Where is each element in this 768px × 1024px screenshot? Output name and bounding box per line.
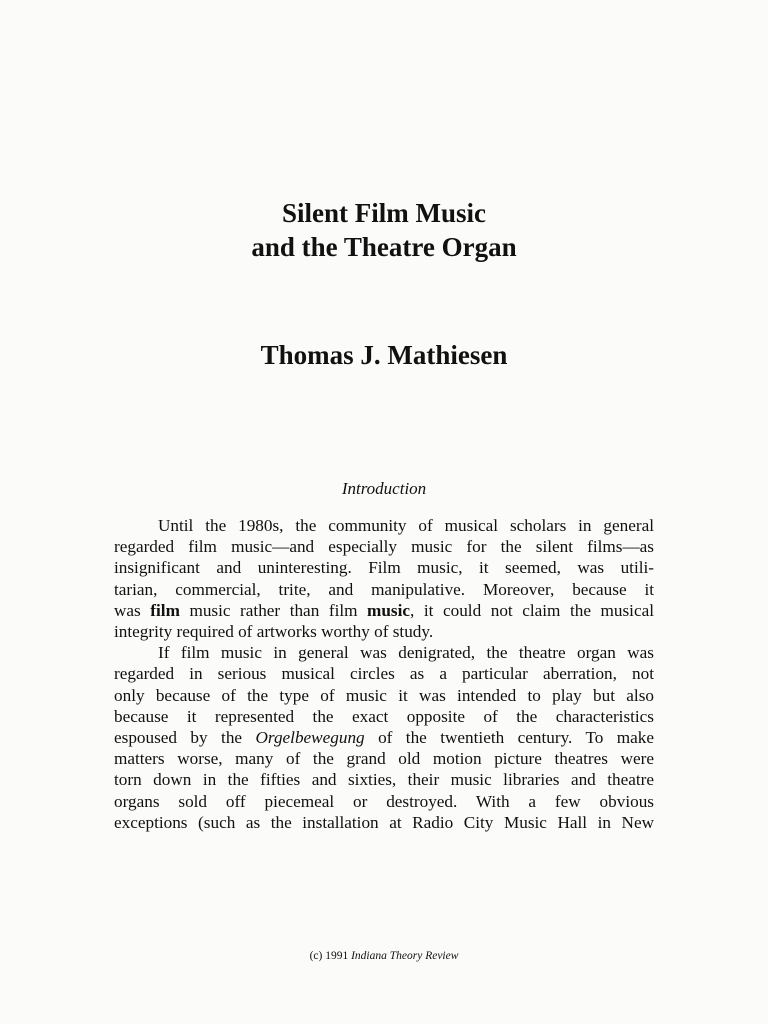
paragraph-2-line-5 [114, 727, 654, 748]
bold-emphasis: film [150, 600, 180, 620]
article-title [0, 196, 768, 264]
text-segment: , it could not claim the musical [410, 600, 654, 620]
text-segment: was [114, 600, 151, 620]
paragraph-1-line-3: insignificant and uninteresting. Film music, it seemed, was utili- [114, 558, 654, 578]
title-line-2: and the Theatre Organ [251, 232, 517, 262]
text-segment: music rather than film [179, 600, 368, 620]
paragraph-2-line-8: organs sold off piecemeal or destroyed. With a few obvious [114, 791, 654, 811]
paragraph-2-line-9: exceptions (such as the installation at Radio City Music Hall in New [114, 812, 654, 832]
paragraph-2-line-7: torn down in the fifties and sixties, their music libraries and theatre [114, 770, 654, 790]
body-text [114, 515, 654, 833]
paragraph-2-line-1: If film music in general was denigrated, the theatre organ was [158, 643, 654, 663]
paragraph-2-line-4: because it represented the exact opposite of the characteristics [114, 706, 654, 726]
italic-term: Orgelbewegung [255, 728, 365, 748]
paragraph-2-line-3: only because of the type of music it was intended to play but also [114, 685, 654, 705]
journal-name: Indiana Theory Review [351, 950, 459, 962]
copyright-footer [0, 949, 768, 963]
author-name: Thomas J. Mathiesen [260, 340, 508, 370]
paragraph-1-line-5 [114, 600, 654, 621]
paragraph-1-line-2: regarded film music—and especially music for the silent films—as [114, 537, 654, 557]
bold-emphasis: music [367, 600, 411, 620]
text-segment: of the twentieth century. To make [364, 728, 654, 748]
paragraph-2-line-2: regarded in serious musical circles as a particular aberration, not [114, 664, 654, 684]
text-segment: espoused by the [114, 728, 256, 748]
paragraph-1-line-1: Until the 1980s, the community of musical scholars in general [158, 516, 654, 535]
title-line-1: Silent Film Music [282, 198, 486, 228]
section-heading: Introduction [341, 479, 427, 498]
paragraph-2-line-6: matters worse, many of the grand old motion picture theatres were [114, 749, 654, 769]
copyright-prefix: (c) 1991 [309, 950, 352, 962]
paragraph-1-line-4: tarian, commercial, trite, and manipulative. Moreover, because it [114, 579, 654, 599]
paragraph-1-line-6: integrity required of artworks worthy of study. [114, 622, 434, 642]
